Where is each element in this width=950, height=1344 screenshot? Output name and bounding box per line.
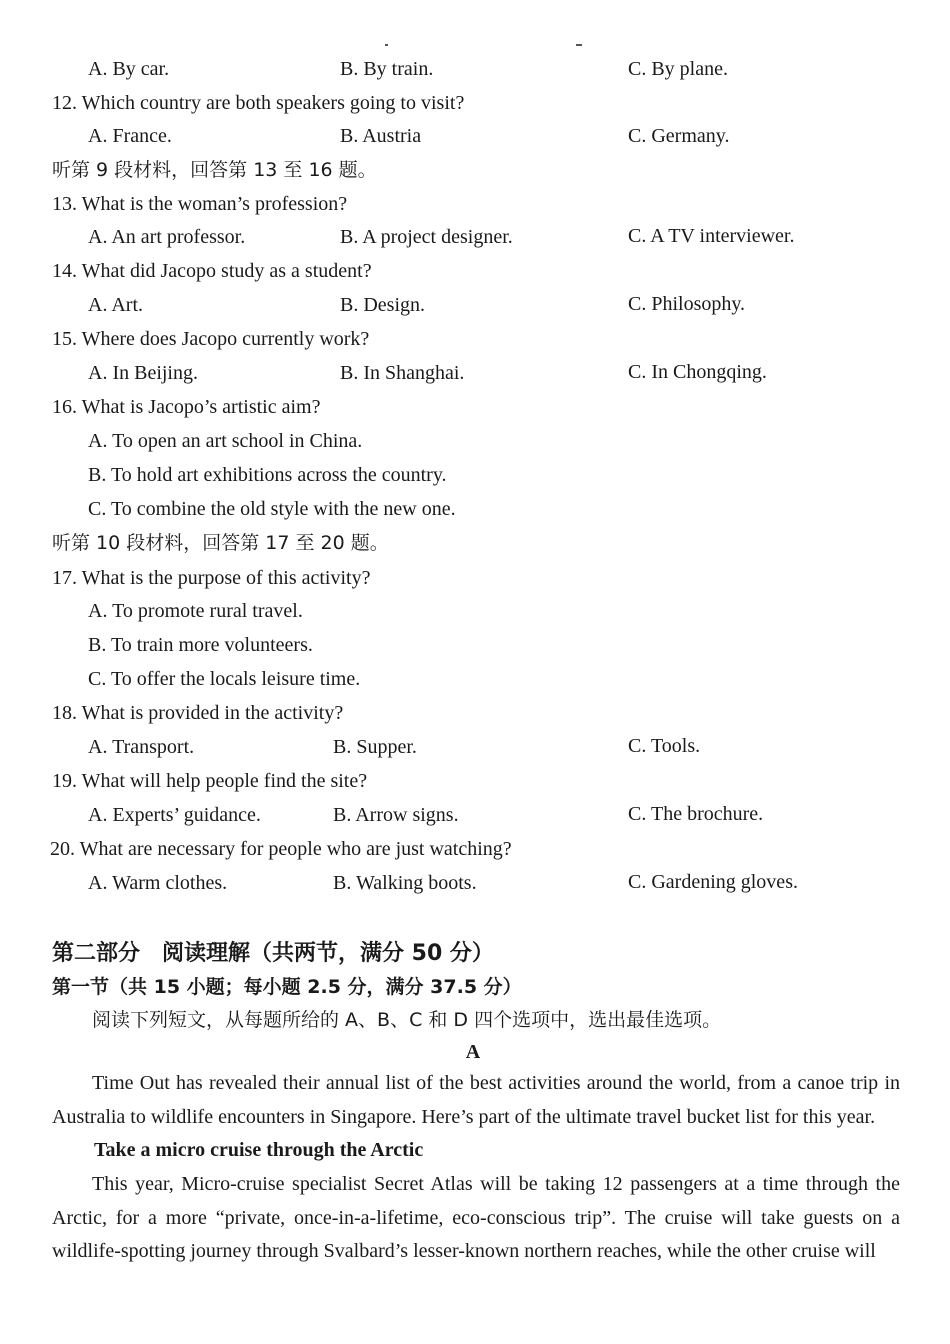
q13-option-c: C. A TV interviewer. [628,225,795,247]
q16-option-c: C. To combine the old style with the new one. [88,498,456,520]
q17-question: 17. What is the purpose of this activity? [52,567,371,589]
instruction-section-9: 听第 9 段材料，回答第 13 至 16 题。 [52,159,377,181]
q13-question: 13. What is the woman’s profession? [52,193,348,215]
q15-option-c: C. In Chongqing. [628,361,767,383]
q16-option-b: B. To hold art exhibitions across the country. [88,464,447,486]
reading-instruction: 阅读下列短文，从每题所给的 A、B、C 和 D 四个选项中，选出最佳选项。 [92,1009,722,1031]
q16-question: 16. What is Jacopo’s artistic aim? [52,396,321,418]
q14-option-c: C. Philosophy. [628,293,746,315]
q17-option-a: A. To promote rural travel. [88,600,303,622]
q16-option-a: A. To open an art school in China. [88,430,363,452]
q11-option-c: C. By plane. [628,58,728,80]
q18-question: 18. What is provided in the activity? [52,702,344,724]
q19-question: 19. What will help people find the site? [52,770,368,792]
q13-option-a: A. An art professor. [88,226,246,248]
q14-option-a: A. Art. [88,294,143,316]
scan-mark [385,44,388,46]
part2-heading: 第二部分 阅读理解（共两节，满分 50 分） [52,941,494,966]
q20-option-c: C. Gardening gloves. [628,871,798,893]
passage-paragraph-1: Time Out has revealed their annual list of the best activities around the world, from a canoe trip in Australia to wildlife encounters in Singapore. Here’s part of the ultimate travel bucket list for this year. [52,1072,900,1128]
q17-option-c: C. To offer the locals leisure time. [88,668,361,690]
q11-option-a: A. By car. [88,58,170,80]
q12-option-b: B. Austria [340,125,422,147]
q20-question: 20. What are necessary for people who are just watching? [50,838,512,860]
q15-option-a: A. In Beijing. [88,362,198,384]
q20-option-b: B. Walking boots. [333,872,477,894]
q18-option-c: C. Tools. [628,735,701,757]
q17-option-b: B. To train more volunteers. [88,634,313,656]
q20-option-a: A. Warm clothes. [88,872,228,894]
q12-option-a: A. France. [88,125,172,147]
q12-question: 12. Which country are both speakers going to visit? [52,92,465,114]
q14-option-b: B. Design. [340,294,425,316]
scan-mark [576,44,582,46]
q19-option-a: A. Experts’ guidance. [88,804,261,826]
q13-option-b: B. A project designer. [340,226,513,248]
q15-question: 15. Where does Jacopo currently work? [52,328,370,350]
passage-label: A [465,1041,481,1063]
q19-option-c: C. The brochure. [628,803,764,825]
instruction-section-10: 听第 10 段材料，回答第 17 至 20 题。 [52,532,389,554]
q15-option-b: B. In Shanghai. [340,362,465,384]
passage-subheading: Take a micro cruise through the Arctic [94,1139,424,1161]
q18-option-b: B. Supper. [333,736,417,758]
q19-option-b: B. Arrow signs. [333,804,459,826]
q18-option-a: A. Transport. [88,736,195,758]
q12-option-c: C. Germany. [628,125,730,147]
q11-option-b: B. By train. [340,58,434,80]
passage-paragraph-2: This year, Micro-cruise specialist Secret Atlas will be taking 12 passengers at a time through the Arctic, for a more “private, once-in-a-lifetime, eco-conscious trip”. The cruise will take guests on a wildlife-spotting journey through Svalbard’s lesser-known northern reaches, while the other cruise will [52,1173,900,1262]
q14-question: 14. What did Jacopo study as a student? [52,260,372,282]
section1-heading: 第一节（共 15 小题；每小题 2.5 分，满分 37.5 分） [52,976,522,998]
